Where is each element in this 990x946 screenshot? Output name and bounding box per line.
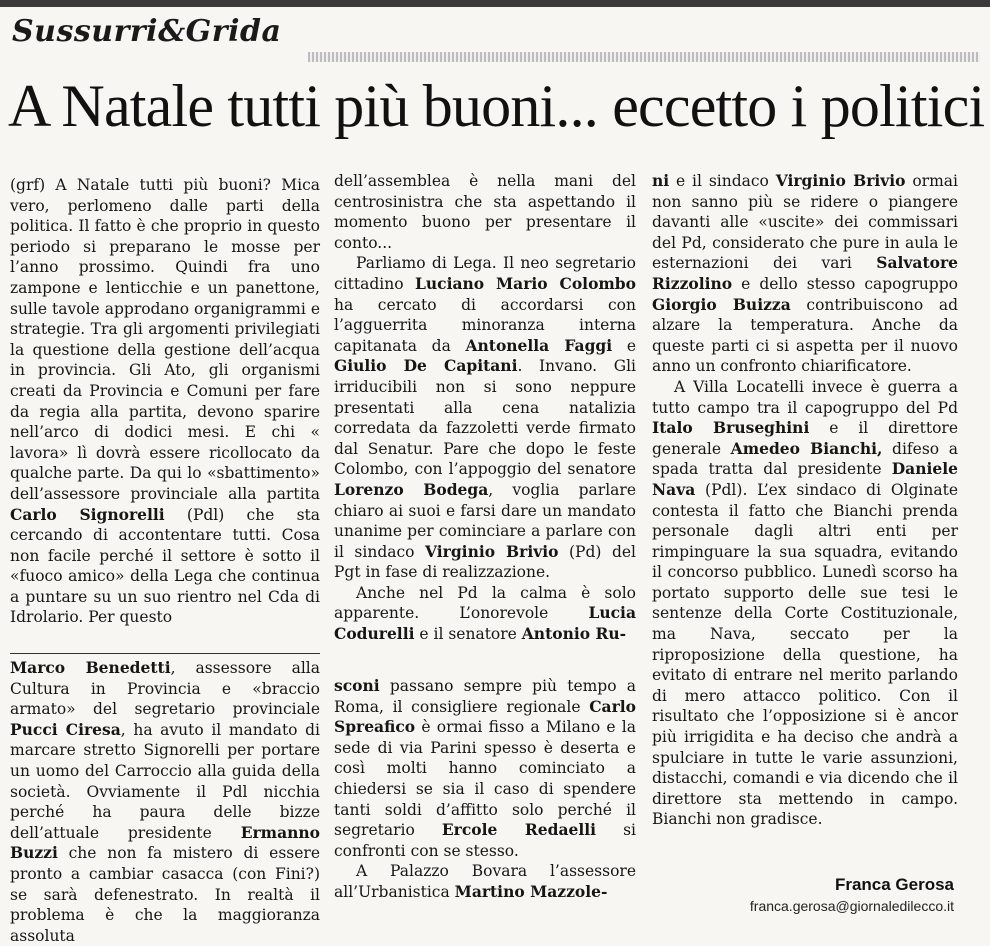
text-run: e dello stesso capogruppo	[732, 274, 958, 293]
bold-name: Luciano Mario Colombo	[414, 273, 636, 293]
text-run: Anche nel Pd la calma è solo apparente. L’onorevole	[334, 583, 636, 623]
text-run: (grf) A Natale tutti più buoni? Mica vero, perlomeno dalle parti della politica. Il fatto è che proprio in questo periodo si preparano le mosse per l’anno prossimo. Quindi fra uno zampone e lenticchie e un panettone, sulle tavole approdano organigrammi e strategie. Tra gli argomenti privilegiati la questione della gestione dell’acqua in provincia. Gli Ato, gli organismi creati da Provincia e Comuni per fare da regia alla partita, devono sparire nell’arco di dodici mesi. E chi « lavora» lì dovrà essere ricollocato da qualche parte. Da qui lo «sbattimento» dell’assessore provinciale alla partita	[10, 176, 320, 503]
paragraph	[10, 658, 320, 946]
bold-name: Carlo Spreafico	[334, 696, 636, 737]
paragraph	[334, 583, 636, 645]
text-run: . Invano. Gli irriducibili non si sono neppure presentati alla cena natalizia corredata da fazzoletti verde firmato dal Senatur. Pare che dopo le feste Colombo, con l’appoggio del senatore	[334, 357, 637, 479]
paragraph	[10, 175, 320, 628]
text-run: difeso a spada tratta dal presidente	[652, 439, 958, 479]
paragraph	[652, 377, 958, 830]
bold-name: ni	[652, 171, 670, 190]
text-run: e il direttore generale	[652, 419, 958, 458]
paragraph	[334, 861, 636, 902]
bold-name: Giorgio Buizza	[652, 294, 791, 314]
bold-name: sconi	[334, 676, 380, 695]
bold-name: Lucia Codurelli	[334, 603, 636, 644]
text-run: si confronti con se stesso.	[334, 821, 637, 860]
bold-name: Virginio Brivio	[425, 541, 559, 561]
bold-name: Antonella Faggi	[465, 335, 613, 355]
top-border-bar	[0, 0, 990, 7]
bold-name: Ermanno Buzzi	[10, 822, 320, 863]
section-rule	[308, 52, 980, 62]
paragraph	[334, 253, 636, 583]
bold-name: Antonio Ru-	[521, 624, 627, 644]
text-run: (Pd) del Pgt in fase di realizzazione.	[334, 542, 636, 582]
headline: A Natale tutti più buoni... eccetto i politici	[8, 73, 985, 139]
bold-name: Giulio De Capitani	[334, 356, 518, 376]
text-run: Parliamo di Lega. Il neo segretario cittadino	[334, 254, 636, 293]
text-run: è ormai fisso a Milano e la sede di via Parini spesso è deserta e così molti hanno cominciato a chiedersi se sia il caso di spendere tanti soldi d’affitto solo perché il segretario	[334, 718, 636, 840]
text-run: e il senatore	[414, 625, 522, 644]
bold-name: Pucci Ciresa	[10, 719, 121, 739]
column-1-top	[10, 175, 320, 628]
section-title: Sussurri&Grida	[12, 14, 282, 49]
text-run: ormai non sanno più se ridere o piangere davanti alle «uscite» dei commissari del Pd, considerato che pure in aula le esternazioni dei vari	[652, 172, 958, 273]
bold-name: Virginio Brivio	[775, 171, 906, 190]
bold-name: Italo Bruseghini	[652, 418, 810, 438]
author-name: Franca Gerosa	[834, 875, 954, 894]
bold-name: Marco Benedetti	[10, 658, 171, 677]
text-run: , assessore alla Cultura in Provincia e «braccio armato» del segretario provinciale	[10, 659, 320, 719]
column-1-bottom	[10, 658, 320, 946]
text-run: e	[612, 336, 636, 355]
bold-name: Carlo Signorelli	[10, 504, 165, 524]
text-run: contribuiscono ad alzare la temperatura. Anche da queste parti ci si aspetta per il nuovo anno un confronto chiarificatore.	[652, 295, 958, 376]
bold-name: Amedeo Bianchi,	[730, 438, 883, 458]
column-2-top	[334, 171, 636, 645]
paragraph	[334, 171, 636, 253]
text-run: A Villa Locatelli invece è guerra a tutto campo tra il capogruppo del Pd	[652, 377, 958, 417]
text-run: , ha avuto il mandato di marcare stretto Signorelli per portare un uomo del Carroccio alla guida della società. Ovviamente il Pdl nicchia perché ha paura delle bizze dell’attuale presidente	[10, 720, 320, 842]
text-run: (Pdl) che sta cercando di accontentare tutti. Cosa non facile perché il settore è sotto il «fuoco amico» della Lega che continua a puntare su un suo rientro nel Cda di Idrolario. Per questo	[10, 505, 320, 627]
paragraph	[652, 171, 958, 377]
text-run: A Palazzo Bovara l’assessore all’Urbanistica	[334, 862, 636, 901]
bold-name: Martino Mazzole-	[454, 881, 608, 901]
text-run: che non fa mistero di essere pronto a cambiar casacca (con Fini?) se sarà defenestrato. In realtà il problema è che la maggioranza assoluta	[10, 844, 320, 945]
author-email[interactable]: franca.gerosa@giornaledilecco.it	[749, 898, 954, 914]
text-run: ha cercato di accordarsi con l’agguerrita minoranza interna capitanata da	[334, 295, 636, 355]
bold-name: Daniele Nava	[652, 459, 958, 499]
text-run: (Pdl). L’ex sindaco di Olginate contesta il fatto che Bianchi prenda personale dagli altri enti per rimpinguare la sua squadra, evitando il concorso pubblico. Lunedì scorso ha portato supporto delle sue tesi le sentenze della Corte Costituzionale, ma Nava, seccato per la riproposizione della questione, ha evitato di entrare nel merito parlando di mero attacco politico. Con il risultato che l’opposizione si è ancor più irrigidita e ha deciso che andrà a spulciare in tutte le varie assunzioni, distacchi, comandi e via dicendo che il direttore sta mettendo in campo. Bianchi non gradisce.	[652, 480, 958, 829]
text-run: e il sindaco	[669, 172, 776, 190]
bold-name: Salvatore Rizzolino	[652, 253, 958, 293]
paragraph	[334, 676, 636, 861]
bold-name: Ercole Redaelli	[441, 820, 597, 840]
text-run: passano sempre più tempo a Roma, il consigliere regionale	[334, 677, 636, 716]
column-2-bottom	[334, 676, 636, 903]
column-divider	[10, 653, 320, 654]
bold-name: Lorenzo Bodega	[334, 479, 489, 499]
text-run: , voglia parlare chiaro ai suoi e farsi dare un mandato unanime per cominciare a parlare con il sindaco	[334, 480, 636, 561]
column-3	[652, 171, 958, 830]
text-run: dell’assemblea è nella mani del centrosinistra che sta aspettando il momento buono per presentare il conto...	[334, 172, 636, 252]
